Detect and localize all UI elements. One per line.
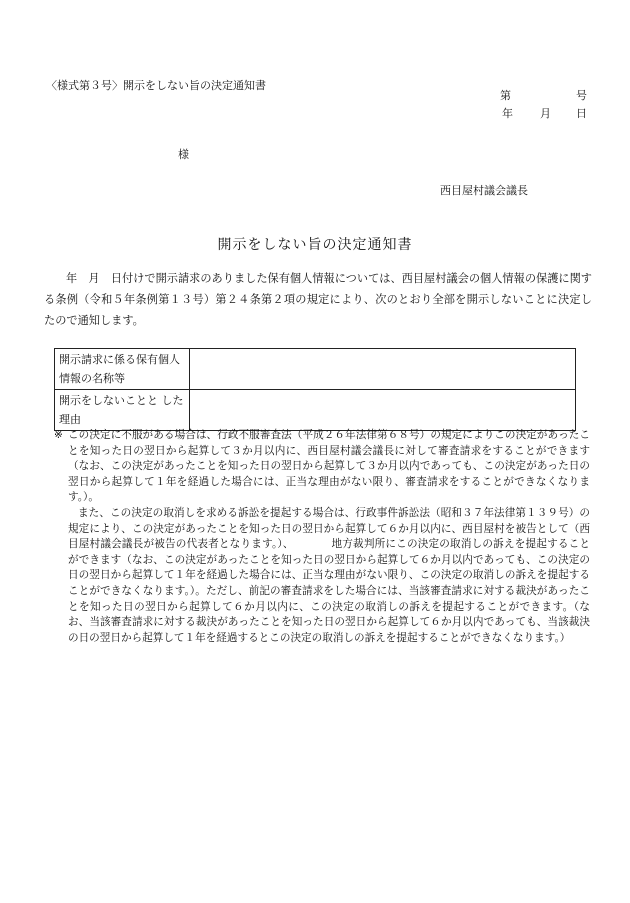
row-label-reason: 開示をしないことと した理由: [55, 390, 190, 431]
row-value-info-name: [190, 349, 576, 390]
info-table: [54, 348, 576, 431]
document-title: 開示をしない旨の決定通知書: [217, 237, 413, 253]
number-prefix: 第: [500, 89, 511, 102]
sender-name: 西目屋村議会議長: [440, 184, 528, 197]
date-month: 月: [540, 107, 551, 120]
date-year: 年: [502, 107, 513, 120]
number-suffix: 号: [576, 89, 587, 102]
note-paragraph-1: この決定に不服がある場合は、行政不服審査法（平成２６年法律第６８号）の規定によりこの決定があったことを知った日の翌日から起算して３か月以内に、西目屋村議会議長に対して審査請求をすることができます（なお、この決定があったことを知った日の翌日から起算して３か月以内であっても、この決定があった日の翌日から起算して１年を経過した場合には、正当な理由がない限り、審査請求をすることができなくなります。）。: [68, 429, 590, 504]
form-label: 〈様式第３号〉開示をしない旨の決定通知書: [46, 79, 266, 92]
table-row: [55, 349, 576, 390]
table-row: [55, 390, 576, 431]
row-label-info-name: 開示請求に係る保有個人情報の名称等: [55, 349, 190, 390]
addressee: 様: [178, 148, 189, 161]
date-day: 日: [576, 107, 587, 120]
notes-section: [54, 428, 590, 646]
note-paragraph-2: また、この決定の取消しを求める訴訟を提起する場合は、行政事件訴訟法（昭和３７年法律第１３９号）の規定により、この決定があったことを知った日の翌日から起算して６か月以内に、西目屋村を被告として（西目屋村議会議長が被告の代表者となります。）、 地方裁判所にこの決定の取消しの訴えを提起することができます（なお、この決定があったことを知った日の翌日から起算して６か月以内であっても、この決定の日の翌日から起算して１年を経過した場合には、正当な理由がない限り、この決定の取消しの訴えを提起することができなくなります。）。ただし、前記の審査請求をした場合には、当該審査請求に対する裁決があったことを知った日の翌日から起算して６か月以内に、この決定の取消しの訴えを提起することができます。（なお、当該審査請求に対する裁決があったことを知った日の翌日から起算して６か月以内であっても、当該裁決の日の翌日から起算して１年を経過するとこの決定の取消しの訴えを提起することができなくなります。）: [68, 506, 590, 644]
row-value-reason: [190, 390, 576, 431]
body-paragraph: 年 月 日付けで開示請求のありました保有個人情報については、西目屋村議会の個人情報の保護に関する条例（令和５年条例第１３号）第２４条第２項の規定により、次のとおり全部を開示しないことに決定したので通知します。: [44, 272, 592, 327]
body-text: [44, 268, 592, 331]
note-mark: ※: [54, 429, 63, 441]
